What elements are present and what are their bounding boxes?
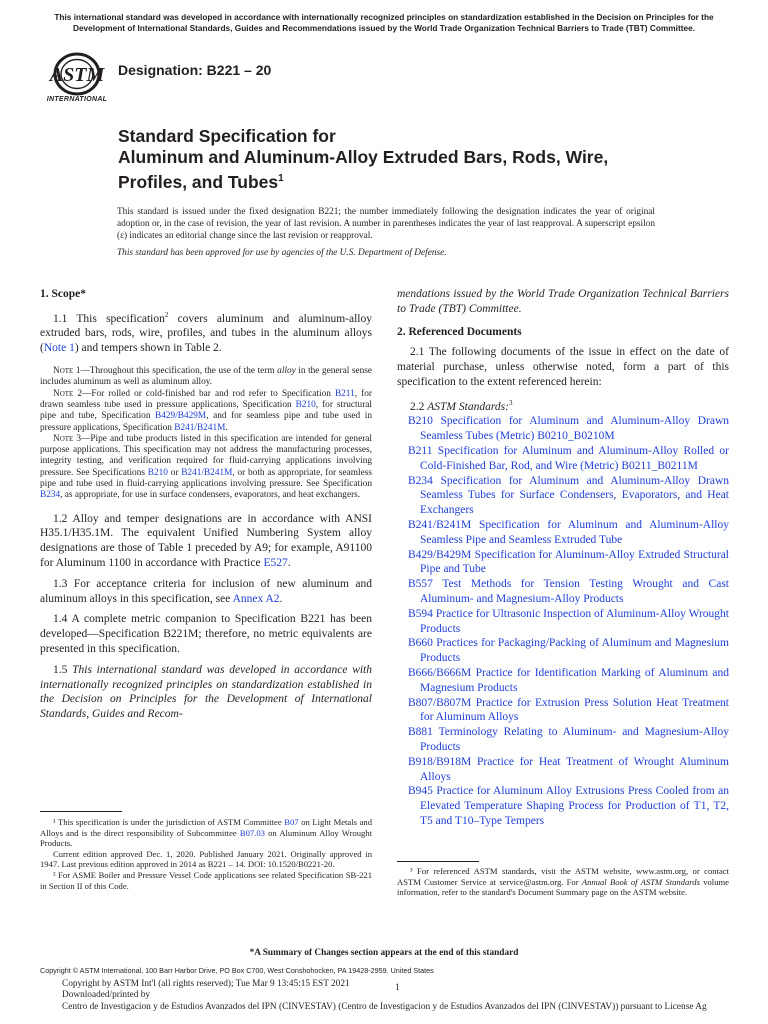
top-notice: This international standard was developed in accordance with internationally recognized principles on standardization established in the Decision on Principles for the Development of International Standards, Guides and Recommendations issued by the World Trade Organization Technical Barriers to Trade (TBT) Committee. bbox=[54, 12, 714, 33]
download-line-3: Centro de Investigacion y de Estudios Avanzados del IPN (CINVESTAV) (Centro de Investigacion y de Estudios Avanzados del IPN (CINVESTAV)) pursuant to License Ag bbox=[62, 1001, 707, 1012]
reference-title[interactable]: Practices for Packaging/Packing of Aluminum and Magnesium Products bbox=[420, 637, 729, 665]
footnote-1-edition: Current edition approved Dec. 1, 2020. Published January 2021. Originally approved in 1947. Last previous edition approved in 2014 as B221 – 14. DOI: 10.1520/B0221-20. bbox=[40, 848, 372, 870]
para-1-5: 1.5 This international standard was developed in accordance with internationally recognized principles on standardization established in the Decision on Principles for the Development of International Standards, Guides and Recom- bbox=[40, 663, 373, 721]
title-line-2: Aluminum and Aluminum-Alloy Extruded Bars, Rods, Wire, Profiles, and Tubes$^1$ bbox=[118, 147, 609, 192]
reference-title[interactable]: Practice for Identification Marking of Aluminum and Magnesium Products bbox=[420, 666, 729, 694]
reference-title[interactable]: Practice for Aluminum Alloy Extrusions Press Cooled from an Elevated Temperature Shaping Process for Production of T1, T2, T5 and T10–Type Tempers bbox=[420, 785, 729, 827]
title-line-1: Standard Specification for bbox=[118, 126, 336, 146]
reference-item bbox=[397, 725, 729, 755]
svg-text:ASTM: ASTM bbox=[49, 64, 105, 86]
note-1: Note 1—Throughout this specification, the use of the term alloy in the general sense includes aluminum as well as aluminum alloy. bbox=[40, 366, 372, 388]
download-line-2: Downloaded/printed by bbox=[62, 990, 151, 1001]
reference-item bbox=[397, 474, 729, 518]
reference-item bbox=[397, 784, 729, 828]
scope-heading: 1. Scope* bbox=[40, 288, 86, 300]
footnote-3: ³ For referenced ASTM standards, visit the ASTM website, www.astm.org, or contact ASTM Customer Service at service@astm.org. For Annual Book of ASTM Standards volume information, refer to the standard's Document Summary page on the ASTM website. bbox=[397, 866, 729, 898]
link-b241[interactable]: B241/B241M bbox=[181, 467, 233, 478]
link-b234[interactable]: B234 bbox=[40, 490, 61, 501]
reference-link[interactable]: B594 bbox=[408, 607, 433, 620]
reference-title[interactable]: Specification for Aluminum and Aluminum-Alloy Drawn Seamless Tubes (Metric) B0210_B0210M bbox=[420, 415, 729, 443]
reference-item bbox=[397, 636, 729, 666]
reference-item bbox=[397, 607, 729, 637]
reference-link[interactable]: B918/B918M bbox=[408, 755, 472, 768]
link-b211[interactable]: B211 bbox=[334, 388, 355, 399]
reference-item bbox=[397, 444, 729, 474]
reference-item bbox=[397, 548, 729, 578]
reference-item bbox=[397, 414, 729, 444]
reference-link[interactable]: B660 bbox=[408, 637, 433, 650]
para-1-1: 1.1 This specification$^2$ covers aluminum and aluminum-alloy extruded bars, rods, wire, profiles, and tubes in the aluminum alloys (Note 1) and tempers shown in Table 2. bbox=[40, 310, 372, 355]
dod-approval: This standard has been approved for use by agencies of the U.S. Department of Defense. bbox=[117, 248, 447, 258]
reference-link[interactable]: B429/B429M bbox=[408, 548, 472, 561]
left-footnotes bbox=[40, 817, 372, 891]
reference-title[interactable]: Specification for Aluminum and Aluminum-Alloy Drawn Seamless Tubes for Surface Condensers, Evaporators, and Heat Exchangers bbox=[420, 474, 729, 517]
reference-link[interactable]: B557 bbox=[408, 578, 433, 591]
reference-title[interactable]: Specification for Aluminum-Alloy Extruded Structural Pipe and Tube bbox=[420, 548, 729, 576]
reference-item bbox=[397, 577, 729, 607]
reference-title[interactable]: Specification for Aluminum and Aluminum-Alloy Rolled or Cold-Finished Bar, Rod, and Wire (Metric) B0211_B0211M bbox=[420, 445, 729, 472]
left-column bbox=[40, 287, 372, 722]
reference-title[interactable]: Terminology Relating to Aluminum- and Magnesium-Alloy Products bbox=[420, 726, 729, 753]
reference-item bbox=[397, 755, 729, 785]
summary-of-changes-note: *A Summary of Changes section appears at the end of this standard bbox=[249, 948, 519, 958]
issuance-statement: This standard is issued under the fixed designation B221; the number immediately following the designation indicates the year of original adoption or, in the case of revision, the year of last revision. A number in parentheses indicates the year of last reapproval. A superscript epsilon (ε) indicates an editorial change since the last revision or reapproval. bbox=[117, 207, 655, 241]
link-annex-a2[interactable]: Annex A2 bbox=[232, 592, 280, 605]
link-b429[interactable]: B429/B429M bbox=[155, 411, 207, 422]
link-b07-03[interactable]: B07.03 bbox=[239, 827, 265, 838]
reference-title[interactable]: Test Methods for Tension Testing Wrought and Cast Aluminum- and Magnesium-Alloy Products bbox=[420, 578, 729, 605]
reference-item bbox=[397, 666, 729, 696]
reference-item bbox=[397, 696, 729, 726]
para-1-5-continued: mendations issued by the World Trade Organization Technical Barriers to Trade (TBT) Committee. bbox=[397, 288, 729, 315]
note-2: Note 2—For rolled or cold-finished bar and rod refer to Specification B211, for drawn seamless tube used in pressure applications, Specification B210, for structural pipe and tube, Specification B429/B429M, and for seamless pipe and tube used in pressure applications, Specification B241/B241M. bbox=[40, 388, 372, 433]
reference-link[interactable]: B211 bbox=[408, 445, 433, 457]
download-line-1: Copyright by ASTM Int'l (all rights reserved); Tue Mar 9 13:45:15 EST 2021 bbox=[62, 979, 350, 989]
reference-link[interactable]: B210 bbox=[408, 415, 433, 428]
para-1-4: 1.4 A complete metric companion to Specification B221 has been developed—Specification B221M; therefore, no metric equivalents are presented in this specification. bbox=[40, 613, 372, 655]
reference-title[interactable]: Practice for Ultrasonic Inspection of Aluminum-Alloy Wrought Products bbox=[420, 607, 729, 635]
reference-link[interactable]: B666/B666M bbox=[408, 666, 472, 679]
link-b210[interactable]: B210 bbox=[295, 399, 316, 410]
reference-link[interactable]: B807/B807M bbox=[408, 696, 472, 709]
link-b210[interactable]: B210 bbox=[147, 467, 168, 478]
para-1-3: 1.3 For acceptance criteria for inclusion of new aluminum and aluminum alloys in this specification, see Annex A2. bbox=[40, 577, 372, 605]
link-e527[interactable]: E527 bbox=[263, 556, 288, 569]
astm-logo bbox=[44, 48, 110, 108]
footnote-2: ² For ASME Boiler and Pressure Vessel Code applications see related Specification SB-221 in Section II of this Code. bbox=[40, 869, 372, 891]
reference-link[interactable]: B241/B241M bbox=[408, 518, 472, 531]
footnote-1: ¹ This specification is under the jurisdiction of ASTM Committee B07 on Light Metals and Alloys and is the direct responsibility of Subcommittee B07.03 on Aluminum Alloy Wrought Products. bbox=[40, 817, 372, 849]
link-b07[interactable]: B07 bbox=[284, 817, 299, 827]
reference-link[interactable]: B881 bbox=[408, 726, 433, 739]
reference-link[interactable]: B234 bbox=[408, 474, 433, 487]
page-number: 1 bbox=[395, 983, 400, 993]
reference-title[interactable]: Practice for Heat Treatment of Wrought Aluminum Alloys bbox=[420, 755, 729, 783]
footnote-divider bbox=[40, 811, 122, 812]
right-column bbox=[397, 287, 729, 829]
reference-link[interactable]: B945 bbox=[408, 785, 433, 798]
note-3: Note 3—Pipe and tube products listed in this specification are intended for general purpose applications. This specification may not address the manufacturing processes, integrity testing, and verification required for fluid-carrying applications involving pressure. See Specifications B210 or B241/B241M, or both as appropriate, for seamless pipe and tube used in fluid-carrying applications involving pressure. See Specification B234, as appropriate, for use in surface condensers, evaporators, and heat exchangers. bbox=[40, 433, 372, 501]
para-2-2: 2.2 ASTM Standards:$^3$ bbox=[410, 398, 513, 413]
link-b241[interactable]: B241/B241M bbox=[174, 422, 226, 433]
reference-item bbox=[397, 518, 729, 548]
designation: Designation: B221 – 20 bbox=[118, 62, 272, 78]
logo-international-text: INTERNATIONAL bbox=[46, 96, 108, 103]
document-title bbox=[118, 126, 678, 193]
para-2-1: 2.1 The following documents of the issue in effect on the date of material purchase, unless otherwise noted, form a part of this specification to the extent referenced herein: bbox=[397, 346, 729, 388]
referenced-documents-heading: 2. Referenced Documents bbox=[397, 325, 522, 338]
link-note-1[interactable]: Note 1 bbox=[43, 342, 75, 355]
download-info bbox=[62, 979, 707, 1013]
reference-title[interactable]: Practice for Extrusion Press Solution Heat Treatment for Aluminum Alloys bbox=[420, 696, 729, 724]
right-footnotes bbox=[397, 866, 729, 898]
footnote-divider-right bbox=[397, 861, 479, 862]
copyright-line: Copyright © ASTM International, 100 Barr Harbor Drive, PO Box C700, West Conshohocken, PA 19428-2959. United States bbox=[40, 966, 434, 975]
astm-standards-list bbox=[397, 414, 729, 828]
para-1-2: 1.2 Alloy and temper designations are in accordance with ANSI H35.1/H35.1M. The equivalent Unified Numbering System alloy designations are those of Table 1 preceded by A9; for example, A91100 for Aluminum 1100 in accordance with Practice E527. bbox=[40, 512, 372, 569]
reference-title[interactable]: Specification for Aluminum and Aluminum-Alloy Seamless Pipe and Seamless Extruded Tube bbox=[420, 518, 729, 546]
